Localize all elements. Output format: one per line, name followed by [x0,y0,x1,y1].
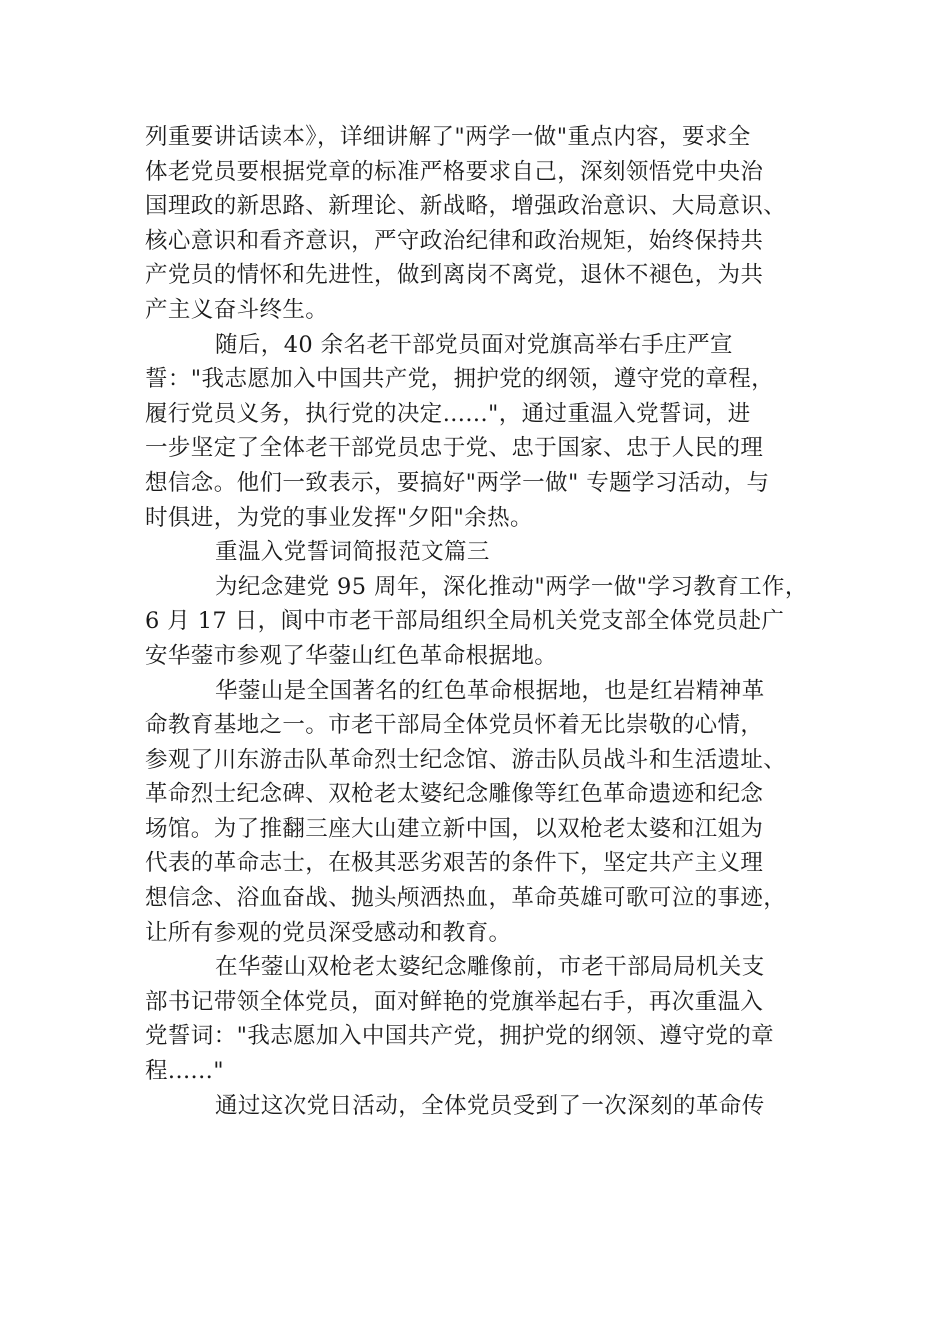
text-line: 为纪念建党 95 周年，深化推动"两学一做"学习教育工作， [215,573,808,600]
text-line: 命教育基地之一。市老干部局全体党员怀着无比崇敬的心情， [145,712,764,739]
text-line: 让所有参观的党员深受感动和教育。 [145,919,512,946]
text-line: 华蓥山是全国著名的红色革命根据地，也是红岩精神革 [215,677,765,704]
text-line: 6 月 17 日，阆中市老干部局组织全局机关党支部全体党员赴广 [145,608,785,635]
text-line: 体老党员要根据党章的标准严格要求自己，深刻领悟党中央治 [145,158,764,185]
text-line: 场馆。为了推翻三座大山建立新中国，以双枪老太婆和江姐为 [145,815,764,842]
text-line: 程......" [145,1058,224,1085]
text-line: 在华蓥山双枪老太婆纪念雕像前，市老干部局局机关支 [215,954,765,981]
text-line: 产党员的情怀和先进性，做到离岗不离党，退休不褪色，为共 [145,262,764,289]
text-line: 想信念。他们一致表示，要搞好"两学一做" 专题学习活动，与 [145,469,770,496]
text-line: 党誓词："我志愿加入中国共产党，拥护党的纲领、遵守党的章 [145,1023,775,1050]
text-line: 革命烈士纪念碑、双枪老太婆纪念雕像等红色革命遗迹和纪念 [145,781,764,808]
text-line: 部书记带领全体党员，面对鲜艳的党旗举起右手，再次重温入 [145,988,764,1015]
text-line: 参观了川东游击队革命烈士纪念馆、游击队员战斗和生活遗址、 [145,746,787,773]
text-line: 时俱进，为党的事业发挥"夕阳"余热。 [145,504,533,531]
text-line: 一步坚定了全体老干部党员忠于党、忠于国家、忠于人民的理 [145,435,764,462]
text-line: 产主义奋斗终生。 [145,296,329,323]
text-line: 安华蓥市参观了华蓥山红色革命根据地。 [145,642,558,669]
text-line: 核心意识和看齐意识，严守政治纪律和政治规矩，始终保持共 [145,227,764,254]
text-line: 随后，40 余名老干部党员面对党旗高举右手庄严宣 [215,331,733,358]
text-line: 列重要讲话读本》，详细讲解了"两学一做"重点内容，要求全 [145,124,751,150]
text-line: 想信念、浴血奋战、抛头颅洒热血，革命英雄可歌可泣的事迹， [145,885,787,912]
text-line: 通过这次党日活动，全体党员受到了一次深刻的革命传 [215,1092,765,1119]
text-line: 国理政的新思路、新理论、新战略，增强政治意识、大局意识、 [145,193,787,220]
text-line: 代表的革命志士，在极其恶劣艰苦的条件下，坚定共产主义理 [145,850,764,877]
text-line: 重温入党誓词简报范文篇三 [215,539,490,566]
text-line: 誓："我志愿加入中国共产党，拥护党的纲领，遵守党的章程， [145,366,775,393]
text-line: 履行党员义务，执行党的决定......"，通过重温入党誓词，进 [145,400,751,427]
body-text [145,120,813,1123]
